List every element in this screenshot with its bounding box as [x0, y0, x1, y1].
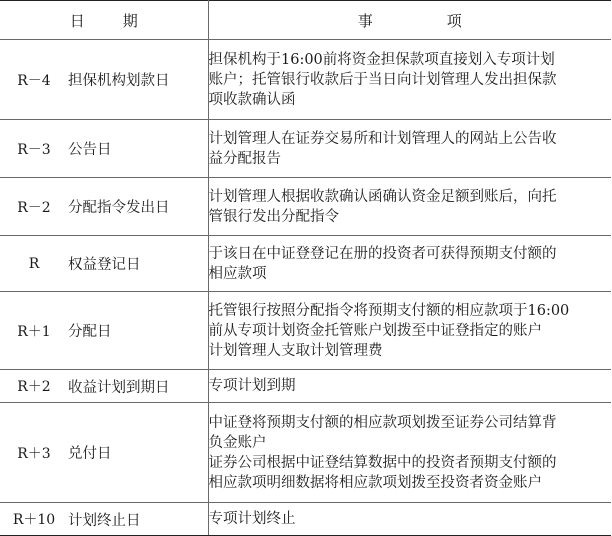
header-date-char-1: 日	[69, 11, 85, 30]
row-name: 权益登记日	[68, 236, 208, 292]
description-line: 计划管理人根据收款确认函确认资金足额到账后，向托	[208, 188, 557, 205]
header-date	[0, 1, 208, 40]
description-line: 负金账户	[208, 434, 267, 451]
row-name: 担保机构划款日	[68, 40, 208, 120]
row-code: R－2	[0, 178, 68, 236]
description-line: 项收款确认函	[208, 91, 296, 108]
description-line: 益分配报告	[208, 150, 281, 167]
description-line: 相应款项	[208, 265, 267, 282]
table-row	[0, 403, 611, 503]
table-row	[0, 40, 611, 120]
table-row	[0, 178, 611, 236]
row-code: R－3	[0, 120, 68, 178]
row-description	[208, 120, 611, 178]
row-description	[208, 236, 611, 292]
row-description	[208, 40, 611, 120]
row-description	[208, 370, 611, 403]
description-line: 前从专项计划资金托管账户划拨至中证登指定的账户	[208, 322, 542, 339]
table-header-row	[0, 1, 611, 40]
description-line: 专项计划到期	[208, 378, 296, 394]
row-description	[208, 292, 611, 370]
row-name: 收益计划到期日	[68, 370, 208, 403]
table-row	[0, 370, 611, 403]
row-name: 公告日	[68, 120, 208, 178]
header-item-char-2: 项	[446, 11, 462, 30]
header-item-char-1: 事	[357, 11, 373, 30]
row-name: 计划终止日	[68, 503, 208, 536]
row-name: 分配指令发出日	[68, 178, 208, 236]
row-code: R－4	[0, 40, 68, 120]
row-name: 兑付日	[68, 403, 208, 503]
description-line: 中证登将预期支付额的相应款项划拨至证券公司结算背	[208, 414, 557, 431]
description-line: 计划管理人在证券交易所和计划管理人的网站上公告收	[208, 130, 557, 147]
row-code: R＋1	[0, 292, 68, 370]
description-line: 相应款项明细数据将相应款项划拨至投资者资金账户	[208, 474, 542, 491]
description-line: 证券公司根据中证登结算数据中的投资者预期支付额的	[208, 454, 557, 471]
description-line: 担保机构于16:00前将资金担保款项直接划入专项计划	[208, 51, 555, 68]
row-code: R	[0, 236, 68, 292]
row-name: 分配日	[68, 292, 208, 370]
table-row	[0, 120, 611, 178]
description-line: 计划管理人支取计划管理费	[208, 342, 383, 359]
table-row	[0, 236, 611, 292]
description-line: 专项计划终止	[208, 511, 296, 527]
table-row	[0, 292, 611, 370]
description-line: 账户；托管银行收款后于当日向计划管理人发出担保款	[208, 71, 557, 88]
row-code: R＋10	[0, 503, 68, 536]
row-code: R＋2	[0, 370, 68, 403]
description-line: 管银行发出分配指令	[208, 208, 339, 225]
table-row	[0, 503, 611, 536]
row-code: R＋3	[0, 403, 68, 503]
row-description	[208, 403, 611, 503]
row-description	[208, 178, 611, 236]
description-line: 托管银行按照分配指令将预期支付额的相应款项于16:00	[208, 302, 570, 319]
header-date-char-2: 期	[122, 11, 138, 30]
description-line: 于该日在中证登登记在册的投资者可获得预期支付额的	[208, 245, 557, 262]
row-description	[208, 503, 611, 536]
header-item	[208, 1, 611, 40]
